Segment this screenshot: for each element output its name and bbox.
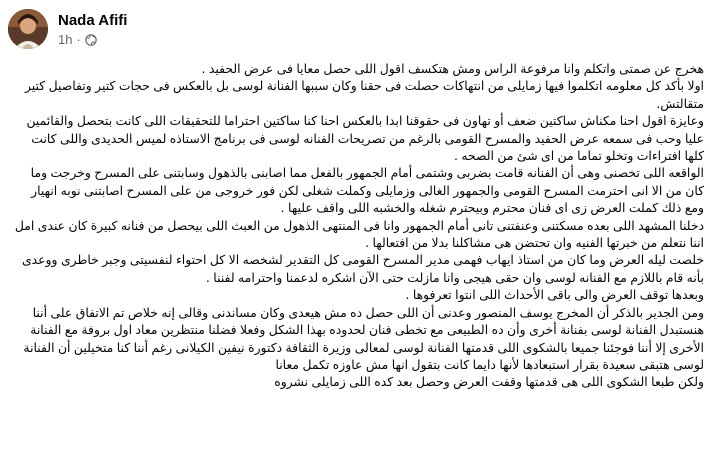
author-avatar[interactable]	[8, 9, 48, 49]
post-paragraph: وبعدها توقف العرض والى باقى الأحداث اللى انتوا تعرفوها .	[405, 287, 704, 303]
post-paragraph: وعايزة اقول احنا مكناش ساكتين ضعف أو تهاون فى حقوقنا ابدا بالعكس احنا كنا ساكتين احتراما للتحقيقات اللى كانت بتحصل والقائمين عليا وحب فى سمعه عرض الحفيد والمسرح القومى بالرغم من تصريحات الفنانه لوسى فى برنامج الاستاذه لميس الحديدى واللى كانت كلها افتراءات وتخلو تماما من اى شئ من الصحه .	[26, 113, 704, 164]
post-time[interactable]: 1h	[58, 31, 73, 47]
post-paragraph: هخرج عن صمتى واتكلم وانا مرفوعة الراس ومش هتكسف اقول اللى حصل معايا فى عرض الحفيد .	[201, 61, 704, 76]
post-paragraph: خلصت ليله العرض وما كان من استاذ ايهاب فهمى مدير المسرح القومى كل التقدير لشخصه الا كل احتواء لنفسيتى وجبر خاطرى ووعدى بأنه قام باللازم مع الفنانه لوسى وان حقى هيجى وانا مازلت حتى الآن اشكره لدعمنا واحترامه لفننا .	[21, 252, 704, 285]
meta-separator: ·	[76, 31, 81, 47]
post-header	[8, 6, 127, 52]
post-paragraph: دخلنا المشهد اللى بعده مسكتنى وعنفتنى تانى أمام الجمهور وانا فى المنتهى الذهول من العبث اللى بيحصل من فنانه كبيرة كان عندى امل اننا نتعلم من خبرتها الفنيه وان تحتضن هى مشاكلنا بدلا من افتعالها .	[14, 217, 704, 251]
post-text	[10, 60, 704, 391]
globe-icon[interactable]	[85, 34, 97, 46]
post-paragraph: ولكن طبعا الشكوى اللى هى قدمتها وقفت العرض وحصل بعد كده اللى زمايلى نشروه	[274, 374, 704, 390]
avatar-image	[8, 9, 48, 49]
post-paragraph: الواقعه اللى تخصنى وهى أن الفنانه قامت بضربى وشتمى أمام الجمهور بالفعل مما اصابنى بالذهول وسابتنى على المسرح وخرجت وما كان من الا انى احترمت المسرح القومى والجمهور الغالى وزمايلى وكملت شغلى لكن فور خروجى من على المسرح اصابتنى نوبه انهيار ومع ذلك كملت العرض زى اى فنان محترم وبيحترم شغله والخشبه اللى واقف عليها .	[30, 165, 704, 216]
post-paragraph: ومن الجدير بالذكر أن المخرج يوسف المنصور وعدنى أن اللى حصل ده مش هيعدى وكان مساندنى وقالى إنه خلاص تم الاتفاق على أننا هنستبدل الفنانة لوسى بفنانة أخرى وأن ده الطبيعى مع تخطى فنان لحدوده بهذا الشكل وفعلا فضلنا منتظرين معاد اول بروفة مع الفنانة الأخرى إلا أننا فوجئنا جميعا بالشكوى اللى قدمتها الفنانة لوسى لمعالى وزيرة الثقافة دكتورة نيفين الكيلانى رغم أننا كنا متخيلين أن الفنانة لوسى هتبقى سعيدة بقرار استبعادها لأنها دايما كانت بتقول انها مش عاوزه تكمل معانا	[23, 304, 704, 372]
post-meta	[58, 11, 127, 48]
author-name[interactable]: Nada Afifi	[58, 11, 128, 29]
post-subline	[58, 32, 127, 48]
post-paragraph: اولا بأكد كل معلومه اتكلموا فيها زمايلى من انتهاكات حصلت فى حقنا وكان سببها الفنانة لوسى بل بالعكس فى حجات كتير وتفاصيل كتير متقالتش.	[24, 78, 704, 111]
